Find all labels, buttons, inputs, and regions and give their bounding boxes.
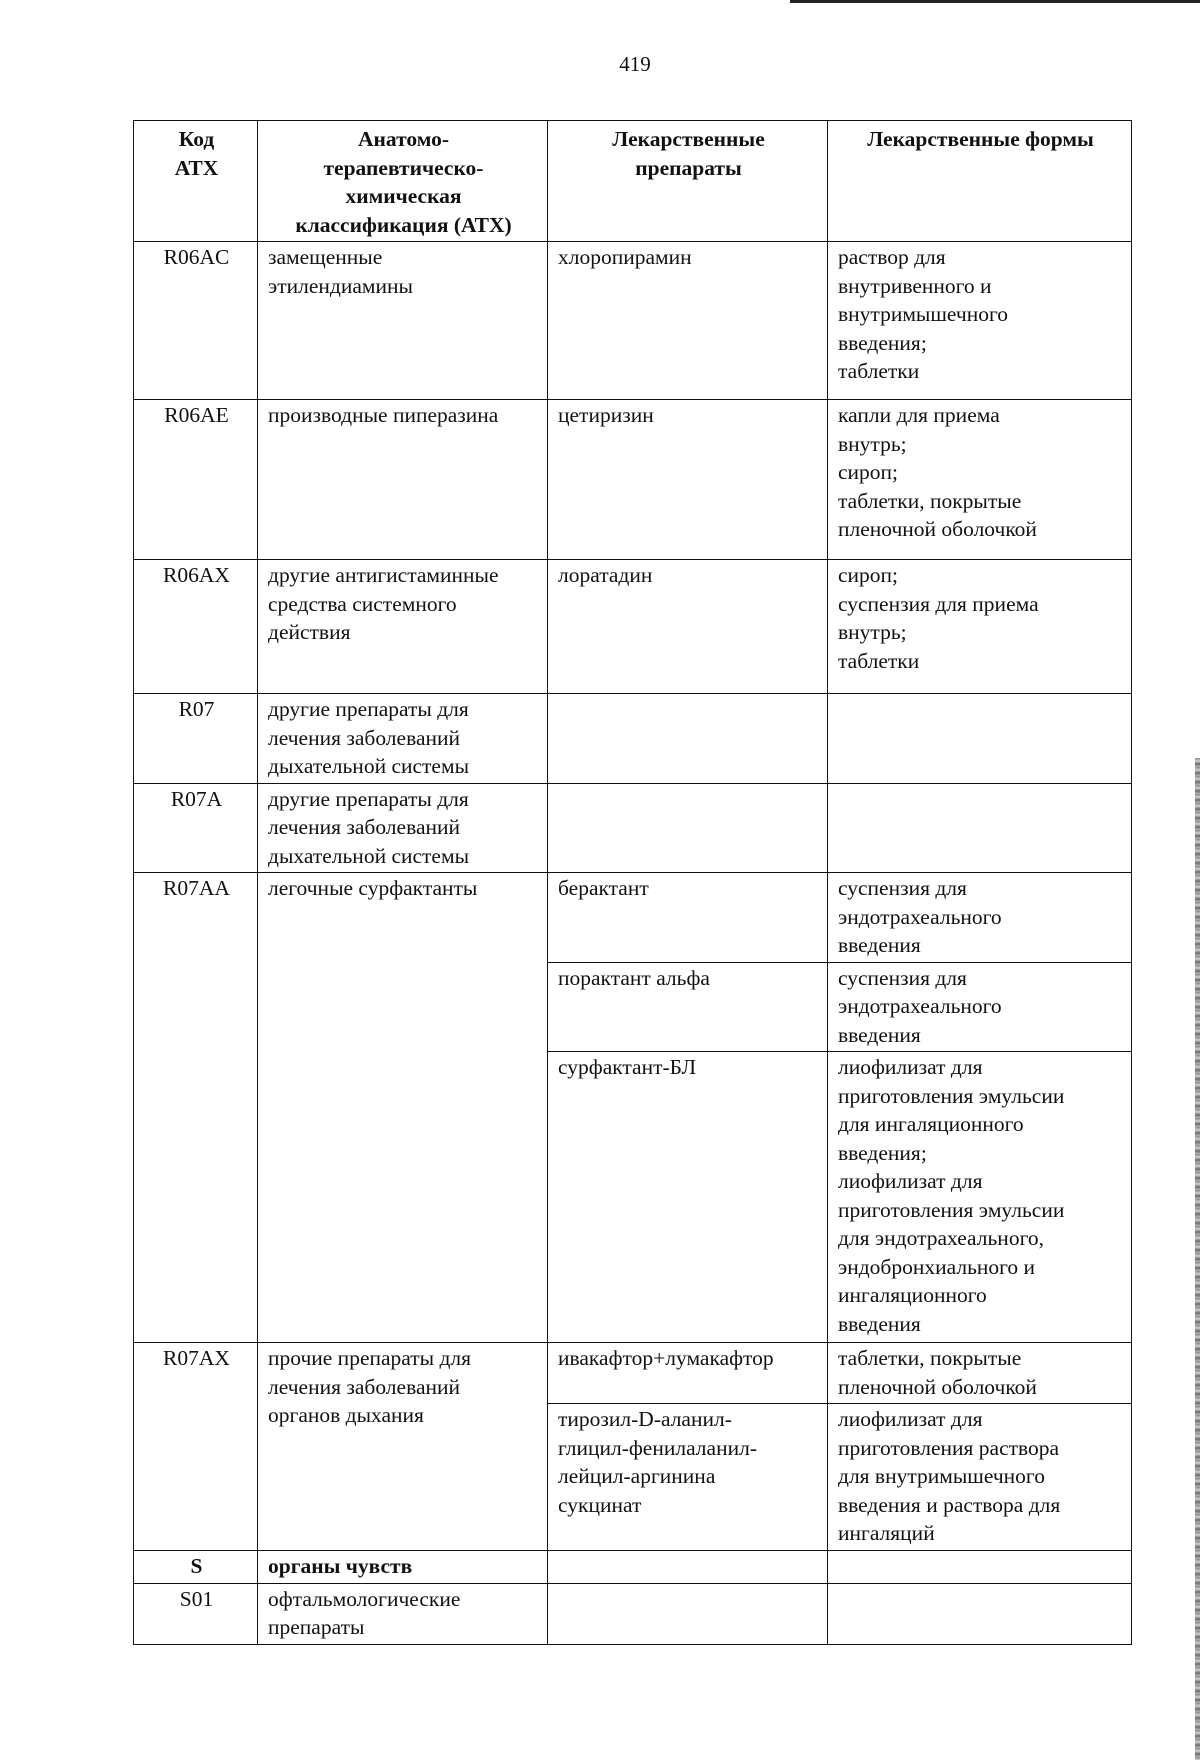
cell-drug: хлоропирамин xyxy=(548,242,828,400)
header-forms: Лекарственные формы xyxy=(828,121,1132,242)
cell-forms xyxy=(828,1551,1132,1584)
cell-forms: лиофилизат для приготовления раствора для внутримышечного введения и раствора для ингаляций xyxy=(828,1404,1132,1551)
cell-drug xyxy=(548,694,828,784)
cell-forms: сироп; суспензия для приема внутрь; таблетки xyxy=(828,560,1132,694)
cell-forms: суспензия для эндотрахеального введения xyxy=(828,962,1132,1052)
cell-code: R07AX xyxy=(134,1343,258,1551)
cell-code: R06AC xyxy=(134,242,258,400)
cell-drug: сурфактант-БЛ xyxy=(548,1052,828,1343)
cell-forms xyxy=(828,783,1132,873)
cell-forms: лиофилизат для приготовления эмульсии для ингаляционного введения; лиофилизат для приготовления эмульсии для эндотрахеального, эндобронхиального и ингаляционного введения xyxy=(828,1052,1132,1343)
cell-forms: таблетки, покрытые пленочной оболочкой xyxy=(828,1343,1132,1404)
cell-code: R06AX xyxy=(134,560,258,694)
cell-drug: лоратадин xyxy=(548,560,828,694)
cell-forms: суспензия для эндотрахеального введения xyxy=(828,873,1132,963)
cell-atx: другие антигистаминные средства системного действия xyxy=(258,560,548,694)
cell-atx: другие препараты для лечения заболеваний дыхательной системы xyxy=(258,783,548,873)
cell-atx: легочные сурфактанты xyxy=(258,873,548,1343)
table-row xyxy=(134,1551,1132,1584)
cell-code: R07 xyxy=(134,694,258,784)
page-number: 419 xyxy=(619,52,651,76)
table-row xyxy=(134,1583,1132,1644)
cell-forms: капли для приема внутрь; сироп; таблетки, покрытые пленочной оболочкой xyxy=(828,400,1132,560)
atx-table xyxy=(133,120,1132,1645)
cell-atx: органы чувств xyxy=(258,1551,548,1584)
table-row xyxy=(134,400,1132,560)
header-code: Код АТХ xyxy=(134,121,258,242)
cell-drug xyxy=(548,1551,828,1584)
cell-code: S01 xyxy=(134,1583,258,1644)
cell-forms xyxy=(828,1583,1132,1644)
table-row xyxy=(134,694,1132,784)
cell-drug: порактант альфа xyxy=(548,962,828,1052)
scan-edge-top xyxy=(790,0,1200,3)
cell-drug: цетиризин xyxy=(548,400,828,560)
cell-forms xyxy=(828,694,1132,784)
cell-atx: прочие препараты для лечения заболеваний органов дыхания xyxy=(258,1343,548,1551)
cell-code: S xyxy=(134,1551,258,1584)
cell-atx: производные пиперазина xyxy=(258,400,548,560)
cell-atx: офтальмологические препараты xyxy=(258,1583,548,1644)
cell-code: R07AA xyxy=(134,873,258,1343)
table-row xyxy=(134,242,1132,400)
cell-drug: берактант xyxy=(548,873,828,963)
scan-edge-right xyxy=(1195,758,1200,1760)
table-row xyxy=(134,560,1132,694)
cell-atx: замещенные этилендиамины xyxy=(258,242,548,400)
header-atx: Анатомо- терапевтическо- химическая классификация (АТХ) xyxy=(258,121,548,242)
cell-code: R07A xyxy=(134,783,258,873)
table-row xyxy=(134,783,1132,873)
header-drugs: Лекарственные препараты xyxy=(548,121,828,242)
cell-atx: другие препараты для лечения заболеваний дыхательной системы xyxy=(258,694,548,784)
table-row xyxy=(134,873,1132,963)
cell-forms: раствор для внутривенного и внутримышечного введения; таблетки xyxy=(828,242,1132,400)
cell-code: R06AE xyxy=(134,400,258,560)
cell-drug: ивакафтор+лумакафтор xyxy=(548,1343,828,1404)
cell-drug: тирозил-D-аланил- глицил-фенилаланил- лейцил-аргинина сукцинат xyxy=(548,1404,828,1551)
table-row xyxy=(134,1343,1132,1404)
cell-drug xyxy=(548,1583,828,1644)
cell-drug xyxy=(548,783,828,873)
table-header-row xyxy=(134,121,1132,242)
